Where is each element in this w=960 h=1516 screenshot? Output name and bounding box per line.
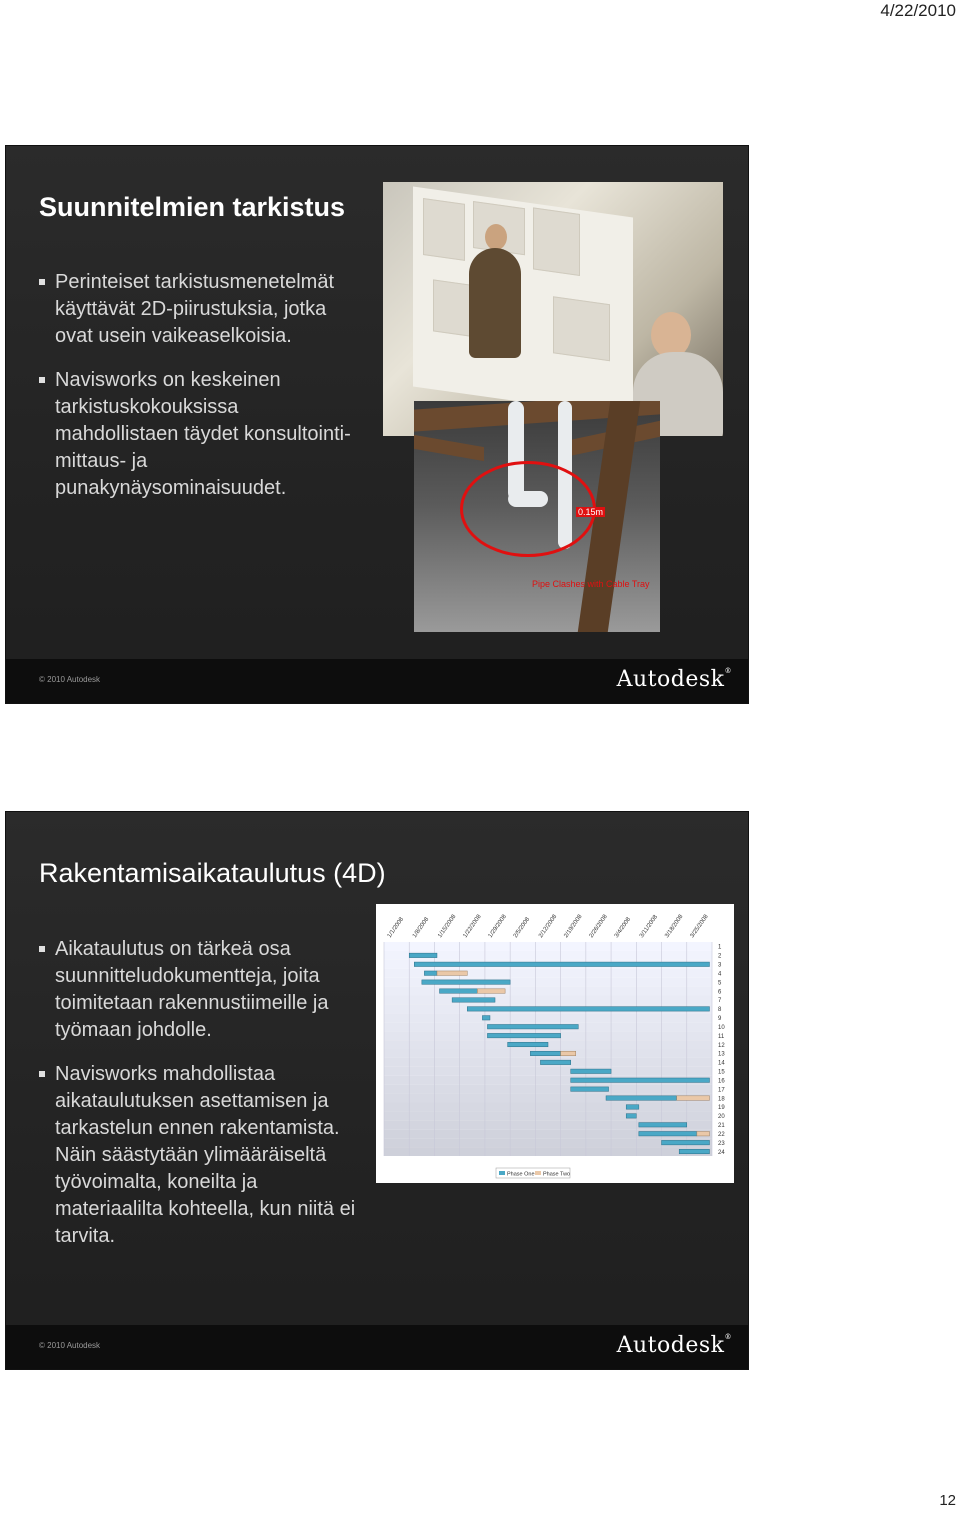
slide-title: Rakentamisaikataulutus (4D) (39, 858, 386, 888)
gantt-row-label: 23 (718, 1140, 725, 1147)
gantt-row-label: 1 (718, 944, 722, 951)
slide-footer (6, 659, 748, 703)
gantt-bar-phase-two (561, 1051, 576, 1055)
gantt-row-label: 10 (718, 1024, 725, 1031)
bullet-item: Navisworks mahdollistaa aikataulutuksen asettamisen ja tarkastelun ennen rakentamista. Näin säästytään ylimääräiseltä työvoimalta, koneilta ja materiaalilta kohteella, kun niitä ei tarvita. (39, 1061, 359, 1250)
gantt-row-label: 18 (718, 1096, 725, 1103)
gantt-bar-phase-two (697, 1131, 710, 1135)
gantt-bar-phase-one (530, 1051, 560, 1055)
gantt-row-label: 3 (718, 962, 722, 969)
gantt-legend-swatch-phase-one (499, 1171, 505, 1175)
bullet-icon (39, 1071, 45, 1077)
gantt-bar-phase-one (422, 980, 510, 984)
whiteboard (413, 187, 633, 418)
measurement-label: 0.15m (578, 507, 604, 517)
page-number: 12 (939, 1492, 956, 1509)
gantt-bar-phase-one (482, 1016, 490, 1020)
copyright: © 2010 Autodesk (39, 675, 101, 684)
gantt-date-label: 1/1/2008 (386, 916, 406, 940)
gantt-row-band (384, 942, 712, 951)
gantt-row-band (384, 1013, 712, 1022)
gantt-bar-phase-one (626, 1114, 636, 1118)
gantt-chart (376, 904, 734, 1183)
gantt-bar-phase-one (487, 1033, 560, 1037)
gantt-date-label: 3/4/2008 (613, 916, 633, 940)
gantt-row-label: 9 (718, 1016, 722, 1023)
gantt-bar-phase-one (440, 989, 478, 993)
gantt-svg (376, 904, 734, 1183)
gantt-row-label: 20 (718, 1114, 725, 1121)
clash-detection-render (414, 401, 660, 632)
gantt-row-band (384, 1067, 712, 1076)
gantt-row-label: 2 (718, 953, 722, 960)
gantt-row-label: 8 (718, 1007, 722, 1014)
gantt-row-label: 11 (718, 1033, 725, 1040)
page-date: 4/22/2010 (880, 1, 956, 20)
gantt-row-band (384, 1111, 712, 1120)
gantt-bar-phase-one (626, 1105, 639, 1109)
gantt-legend-phase-one: Phase One (507, 1171, 535, 1178)
gantt-bar-phase-one (662, 1140, 710, 1144)
gantt-row-label: 24 (718, 1149, 725, 1156)
gantt-row-band (384, 996, 712, 1005)
gantt-date-label: 2/26/2008 (588, 913, 609, 940)
autodesk-logo: Autodesk® (616, 667, 732, 692)
slide-title: Suunnitelmien tarkistus (39, 192, 346, 222)
gantt-bar-phase-one (571, 1078, 710, 1082)
copyright: © 2010 Autodesk (39, 1341, 101, 1350)
gantt-bar-phase-one (409, 953, 437, 957)
gantt-legend-phase-two: Phase Two (543, 1171, 571, 1178)
gantt-row-label: 6 (718, 989, 722, 996)
gantt-row-label: 16 (718, 1078, 725, 1085)
gantt-date-label: 3/25/2008 (689, 913, 710, 940)
gantt-row-label: 15 (718, 1069, 725, 1076)
meeting-photo (383, 182, 723, 436)
bullet-icon (39, 279, 45, 285)
gantt-date-label: 3/11/2008 (639, 914, 660, 940)
gantt-bar-phase-one (571, 1087, 609, 1091)
bullet-item: Aikataulutus on tärkeä osa suunnitteludokumentteja, joita toimitetaan rakennustiimeille ja työmaan johdolle. (39, 936, 359, 1044)
gantt-row-label: 7 (718, 998, 722, 1005)
gantt-row-band (384, 1103, 712, 1112)
gantt-row-label: 22 (718, 1131, 725, 1138)
gantt-date-label: 2/5/2008 (512, 916, 532, 940)
gantt-row-label: 13 (718, 1051, 725, 1058)
bullet-list (39, 269, 359, 519)
bullet-icon (39, 377, 45, 383)
gantt-bar-phase-one (679, 1149, 709, 1153)
slide-design-review (5, 145, 749, 704)
gantt-date-label: 2/19/2008 (563, 913, 584, 940)
gantt-bar-phase-two (677, 1096, 710, 1100)
bullet-item: Perinteiset tarkistusmenetelmät käyttävät 2D-piirustuksia, jotka ovat usein vaikeaselkoisia. (39, 269, 359, 350)
gantt-bar-phase-one (414, 962, 709, 966)
gantt-row-label: 17 (718, 1087, 725, 1094)
gantt-bar-phase-two (437, 971, 467, 975)
gantt-date-label: 3/18/2008 (664, 913, 685, 940)
gantt-date-label: 1/15/2008 (437, 913, 458, 940)
gantt-bar-phase-one (467, 1007, 709, 1011)
bullet-list (39, 936, 359, 1267)
gantt-legend-swatch-phase-two (535, 1171, 541, 1175)
gantt-bar-phase-one (639, 1123, 687, 1127)
gantt-row-label: 12 (718, 1042, 725, 1049)
gantt-date-label: 1/29/2008 (487, 913, 508, 940)
bullet-item: Navisworks on keskeinen tarkistuskokouksissa mahdollistaen täydet konsultointi- mittaus- ja punakynäysominaisuudet. (39, 367, 359, 502)
slide-construction-scheduling (5, 811, 749, 1370)
gantt-row-label: 5 (718, 980, 722, 987)
slide-footer (6, 1325, 748, 1369)
gantt-bar-phase-one (424, 971, 437, 975)
gantt-row-label: 21 (718, 1123, 725, 1130)
gantt-date-label: 1/8/2008 (411, 916, 431, 940)
autodesk-logo: Autodesk® (616, 1333, 732, 1358)
gantt-row-band (384, 987, 712, 996)
bullet-icon (39, 946, 45, 952)
gantt-bar-phase-one (452, 998, 495, 1002)
gantt-date-label: 1/22/2008 (462, 913, 483, 940)
gantt-bar-phase-one (571, 1069, 611, 1073)
gantt-bar-phase-one (639, 1131, 697, 1135)
gantt-date-label: 2/12/2008 (538, 913, 559, 940)
gantt-row-label: 4 (718, 971, 722, 978)
gantt-row-band (384, 1085, 712, 1094)
gantt-bar-phase-one (487, 1024, 578, 1028)
gantt-bar-phase-one (540, 1060, 570, 1064)
gantt-bar-phase-one (606, 1096, 677, 1100)
gantt-row-label: 19 (718, 1105, 725, 1112)
gantt-bar-phase-one (508, 1042, 548, 1046)
gantt-bar-phase-two (477, 989, 505, 993)
gantt-row-label: 14 (718, 1060, 725, 1067)
gantt-row-band (384, 1147, 712, 1156)
clash-label: Pipe Clashes with Cable Tray (532, 579, 650, 589)
